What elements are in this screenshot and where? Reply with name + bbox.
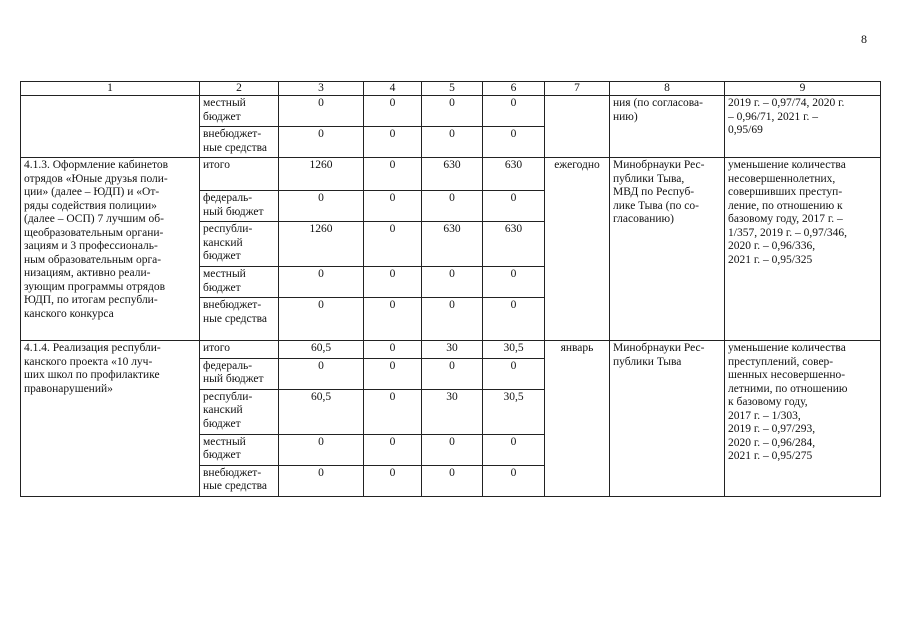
result-cell: уменьшение количества несовершеннолетних, совершивших преступ- ление, по отношению к базовому году, 2017 г. – 1/357, 2019 г. – 0,97/346, 2020 г. – 0,96/336, 2021 г. – 0,95/325 (725, 158, 881, 341)
funding-source: местный бюджет (200, 267, 279, 298)
value-cell: 0 (279, 267, 364, 298)
value-cell: 0 (364, 341, 422, 359)
measures-table (20, 81, 881, 497)
value-cell: 1260 (279, 222, 364, 267)
value-cell: 30 (422, 341, 483, 359)
funding-source: республи- канский бюджет (200, 389, 279, 434)
value-cell: 0 (364, 267, 422, 298)
value-cell: 0 (364, 191, 422, 222)
value-cell: 0 (364, 389, 422, 434)
period-cell (545, 96, 610, 158)
funding-source: местный бюджет (200, 96, 279, 127)
table-row (21, 158, 881, 191)
value-cell: 0 (279, 96, 364, 127)
value-cell: 630 (422, 222, 483, 267)
value-cell: 0 (483, 127, 545, 158)
value-cell: 0 (422, 358, 483, 389)
value-cell: 0 (364, 222, 422, 267)
value-cell: 630 (483, 222, 545, 267)
value-cell: 30,5 (483, 389, 545, 434)
result-cell: уменьшение количества преступлений, совер- шенных несовершенно- летними, по отношению к базовому году, 2017 г. – 1/303, 2019 г. – 0,97/293, 2020 г. – 0,96/284, 2021 г. – 0,95/275 (725, 341, 881, 497)
measure-name-cell (21, 96, 200, 158)
value-cell: 0 (364, 127, 422, 158)
value-cell: 0 (422, 96, 483, 127)
value-cell: 630 (422, 158, 483, 191)
page-number: 8 (861, 32, 867, 46)
result-cell: 2019 г. – 0,97/74, 2020 г. – 0,96/71, 2021 г. – 0,95/69 (725, 96, 881, 158)
header-cell: 6 (483, 82, 545, 96)
value-cell: 0 (364, 358, 422, 389)
value-cell: 0 (422, 465, 483, 496)
header-cell: 5 (422, 82, 483, 96)
funding-source: внебюджет- ные средства (200, 127, 279, 158)
value-cell: 0 (483, 358, 545, 389)
funding-source: федераль- ный бюджет (200, 191, 279, 222)
measure-name-cell: 4.1.3. Оформление кабинетов отрядов «Юные друзья поли- ции» (далее – ЮДП) и «От- ряды содействия полиции» (далее – ОСП) 7 лучшим об- щеобразовательным органи- зациям и 3 профессиональ- ным образовательным орга- низациям, активно реали- зующим программы отрядов ЮДП, по итогам республи- канского конкурса (21, 158, 200, 341)
value-cell: 0 (364, 465, 422, 496)
value-cell: 0 (422, 267, 483, 298)
value-cell: 0 (364, 298, 422, 341)
funding-source: федераль- ный бюджет (200, 358, 279, 389)
header-cell: 7 (545, 82, 610, 96)
funding-source: республи- канский бюджет (200, 222, 279, 267)
funding-source: внебюджет- ные средства (200, 465, 279, 496)
funding-source: итого (200, 158, 279, 191)
value-cell: 0 (364, 434, 422, 465)
header-cell: 9 (725, 82, 881, 96)
value-cell: 0 (279, 358, 364, 389)
value-cell: 0 (279, 465, 364, 496)
value-cell: 0 (279, 191, 364, 222)
value-cell: 0 (483, 465, 545, 496)
value-cell: 1260 (279, 158, 364, 191)
funding-source: итого (200, 341, 279, 359)
header-row (21, 82, 881, 96)
executor-cell: Минобрнауки Рес- публики Тыва (610, 341, 725, 497)
table-row (21, 96, 881, 127)
value-cell: 0 (279, 298, 364, 341)
value-cell: 60,5 (279, 341, 364, 359)
value-cell: 0 (279, 127, 364, 158)
value-cell: 0 (483, 191, 545, 222)
value-cell: 0 (422, 191, 483, 222)
value-cell: 0 (422, 298, 483, 341)
executor-cell: Минобрнауки Рес- публики Тыва, МВД по Респуб- лике Тыва (по со- гласованию) (610, 158, 725, 341)
header-cell: 8 (610, 82, 725, 96)
measure-name-cell: 4.1.4. Реализация республи- канского проекта «10 луч- ших школ по профилактике правонарушений» (21, 341, 200, 497)
value-cell: 0 (483, 434, 545, 465)
value-cell: 0 (364, 96, 422, 127)
value-cell: 0 (483, 267, 545, 298)
header-cell: 3 (279, 82, 364, 96)
value-cell: 30,5 (483, 341, 545, 359)
value-cell: 0 (483, 96, 545, 127)
header-cell: 4 (364, 82, 422, 96)
header-cell: 1 (21, 82, 200, 96)
value-cell: 60,5 (279, 389, 364, 434)
value-cell: 0 (279, 434, 364, 465)
value-cell: 30 (422, 389, 483, 434)
value-cell: 0 (422, 434, 483, 465)
value-cell: 0 (483, 298, 545, 341)
period-cell: ежегодно (545, 158, 610, 341)
header-cell: 2 (200, 82, 279, 96)
funding-source: внебюджет- ные средства (200, 298, 279, 341)
value-cell: 0 (422, 127, 483, 158)
value-cell: 0 (364, 158, 422, 191)
value-cell: 630 (483, 158, 545, 191)
table-row (21, 341, 881, 359)
funding-source: местный бюджет (200, 434, 279, 465)
period-cell: январь (545, 341, 610, 497)
executor-cell: ния (по согласова- нию) (610, 96, 725, 158)
